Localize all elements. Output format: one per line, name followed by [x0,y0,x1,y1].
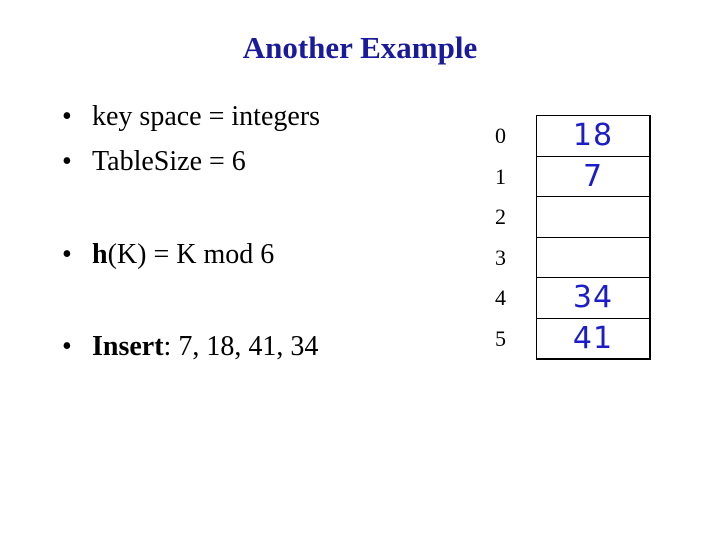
row-index: 0 [495,123,506,148]
bullet-text: (K) = K mod 6 [107,239,275,270]
handwritten-value: 18 [572,118,614,153]
bullet-bold-term: h [92,239,108,270]
handwritten-value [537,197,649,237]
row-index: 3 [495,244,506,270]
handwritten-value: 41 [572,320,614,356]
bullet-text-wrapper [92,238,274,272]
handwritten-value: 7 [582,158,604,194]
table-cell [536,115,651,156]
bullet-text-wrapper [92,330,318,364]
handwritten-value [537,238,649,278]
bullet-text: : 7, 18, 41, 34 [163,331,319,362]
bullet-marker: • [62,101,72,132]
handwritten-value: 34 [572,280,614,315]
bullet-marker: • [62,146,72,177]
table-cell [536,156,651,197]
bullet-bold-term: Insert [92,331,164,362]
table-cell [536,277,651,318]
bullet-text: key space = integers [92,101,321,132]
bullet-marker: • [62,331,72,362]
row-index: 2 [495,204,506,229]
table-cell [536,196,651,237]
table-cell [536,318,651,360]
row-index: 5 [495,325,506,351]
table-cell [536,237,651,278]
bullet-marker: • [62,239,72,270]
bullet-text: TableSize = 6 [92,146,246,177]
row-index: 1 [495,163,506,189]
row-index: 4 [495,285,506,310]
slide-title: Another Example [242,30,478,65]
